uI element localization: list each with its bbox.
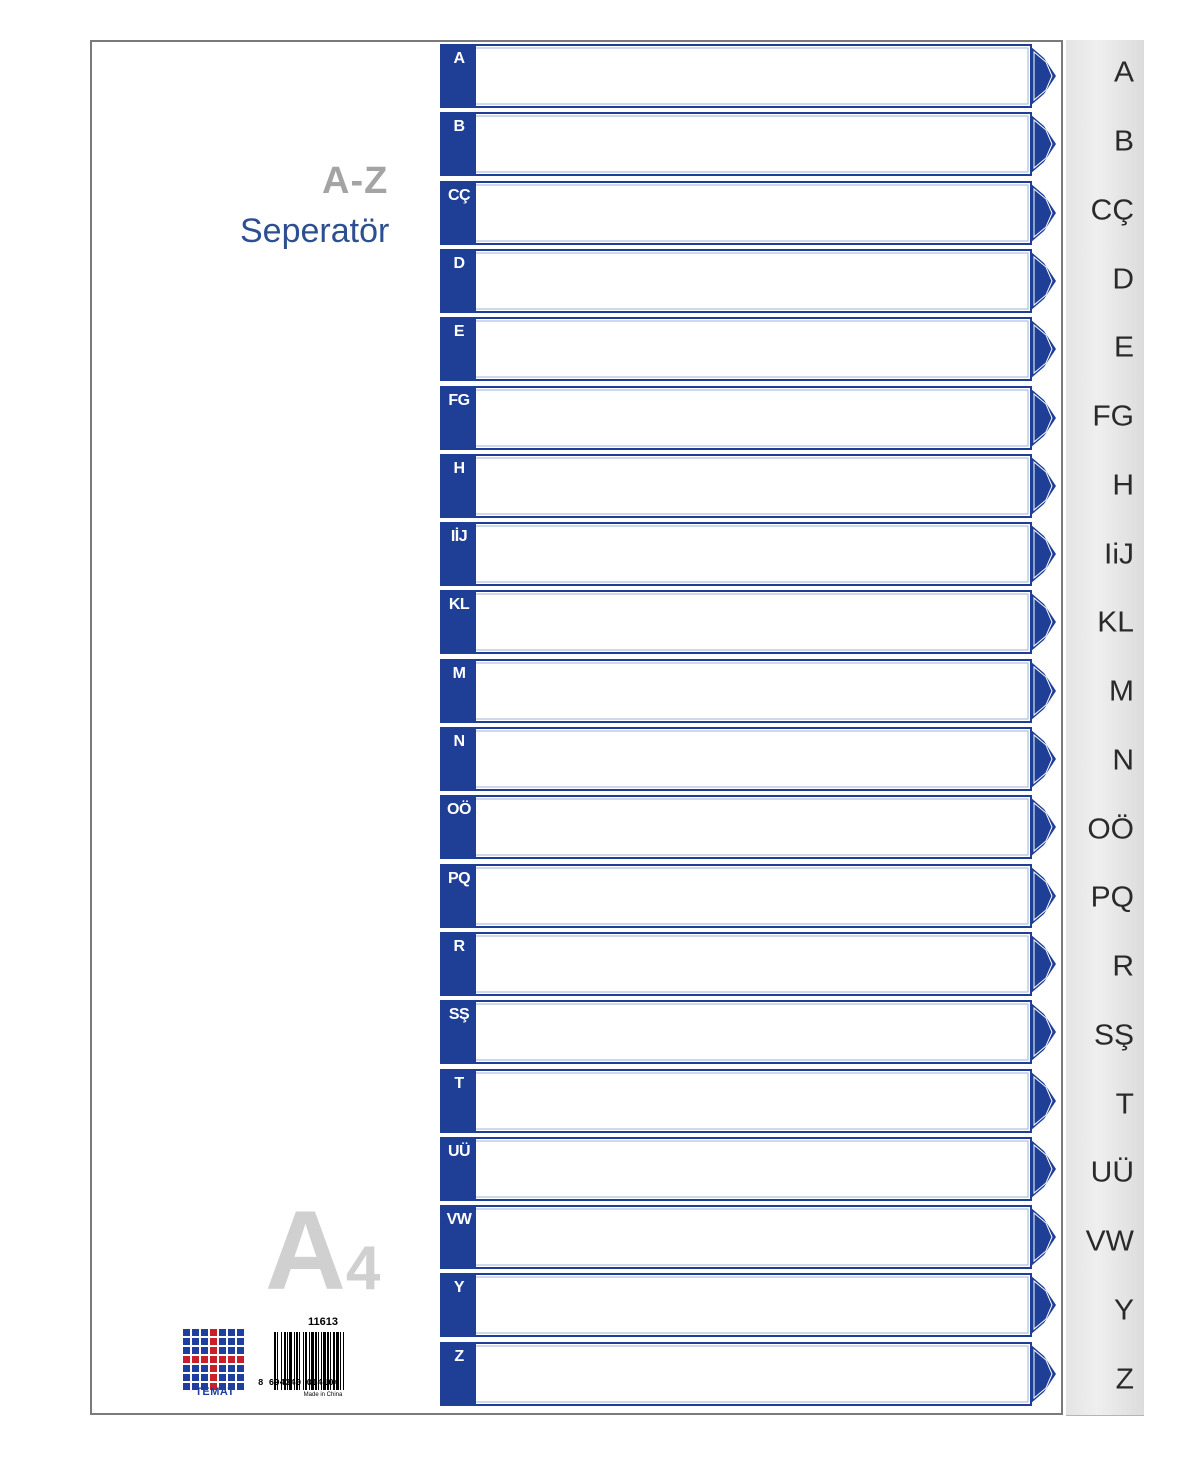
divider-label: CÇ [447, 186, 471, 204]
side-tab[interactable] [1066, 1346, 1144, 1416]
side-tab[interactable] [1066, 109, 1144, 179]
side-tab-label: Z [1115, 1363, 1134, 1395]
side-tab[interactable] [1066, 1071, 1144, 1141]
divider-label: T [454, 1074, 464, 1092]
divider-row[interactable] [440, 522, 1060, 586]
divider-write-area[interactable] [478, 594, 1030, 650]
divider-label: VW [446, 1211, 472, 1229]
side-tab-label: T [1115, 1088, 1134, 1120]
divider-write-area[interactable] [478, 390, 1030, 446]
divider-write-area[interactable] [478, 458, 1030, 514]
divider-label: M [452, 664, 466, 682]
barcode-block [258, 1316, 388, 1406]
side-tab[interactable] [1066, 178, 1144, 248]
side-tab[interactable] [1066, 728, 1144, 798]
divider-row[interactable] [440, 590, 1060, 654]
divider-row[interactable] [440, 1205, 1060, 1269]
divider-label: B [453, 118, 465, 136]
side-tab[interactable] [1066, 934, 1144, 1004]
side-tab-label: M [1109, 675, 1134, 708]
divider-write-area[interactable] [478, 1141, 1030, 1197]
side-tab-label: A [1113, 57, 1134, 89]
side-tab[interactable] [1066, 521, 1144, 591]
side-tab-label: PQ [1090, 882, 1134, 914]
divider-row[interactable] [440, 795, 1060, 859]
origin-text: Made in China [303, 1392, 343, 1398]
divider-label: R [453, 937, 465, 955]
divider-write-area[interactable] [478, 663, 1030, 719]
divider-label: E [453, 323, 465, 341]
paper-size-number: 4 [345, 1234, 381, 1303]
divider-label: Z [454, 1347, 464, 1365]
divider-row[interactable] [440, 1069, 1060, 1133]
paper-size-mark [265, 1188, 381, 1313]
side-tab[interactable] [1066, 590, 1144, 660]
side-tab[interactable] [1066, 246, 1144, 316]
divider-label: IİJ [450, 528, 468, 546]
divider-label: H [453, 459, 465, 477]
divider-write-area[interactable] [478, 1209, 1030, 1265]
divider-row[interactable] [440, 1342, 1060, 1406]
side-tab-label: Y [1113, 1294, 1134, 1327]
side-tab-label: IiJ [1104, 538, 1134, 570]
product-title: Seperatör [240, 212, 390, 250]
side-tab[interactable] [1066, 659, 1144, 729]
divider-write-area[interactable] [478, 48, 1030, 104]
divider-write-area[interactable] [478, 799, 1030, 855]
divider-row[interactable] [440, 454, 1060, 518]
side-tab[interactable] [1066, 796, 1144, 866]
divider-row[interactable] [440, 932, 1060, 996]
divider-row[interactable] [440, 1273, 1060, 1337]
divider-label: FG [448, 391, 470, 409]
barcode-number: 8 694340 014104 [258, 1378, 340, 1388]
side-tab[interactable] [1066, 1209, 1144, 1279]
side-tab-label: D [1112, 263, 1134, 295]
paper-size-letter: A [265, 1188, 346, 1313]
range-title: A-Z [322, 160, 389, 202]
side-tab-label: E [1113, 332, 1134, 364]
brand-name: TEMAT [195, 1386, 235, 1398]
divider-row[interactable] [440, 727, 1060, 791]
side-tab-label: R [1112, 950, 1134, 983]
divider-row[interactable] [440, 386, 1060, 450]
divider-label: SŞ [448, 1006, 470, 1024]
side-tab-label: N [1112, 744, 1134, 777]
divider-row[interactable] [440, 44, 1060, 108]
divider-write-area[interactable] [478, 116, 1030, 172]
side-tab-label: CÇ [1090, 194, 1134, 227]
divider-label: KL [448, 596, 470, 614]
divider-row[interactable] [440, 1137, 1060, 1201]
side-tab-label: KL [1097, 607, 1134, 639]
side-tab-label: B [1113, 125, 1134, 158]
divider-row[interactable] [440, 864, 1060, 928]
side-tab[interactable] [1066, 40, 1144, 110]
divider-write-area[interactable] [478, 253, 1030, 309]
divider-write-area[interactable] [478, 1004, 1030, 1060]
divider-write-area[interactable] [478, 526, 1030, 582]
side-tab-label: UÜ [1090, 1157, 1134, 1189]
side-tab-strip [1066, 40, 1148, 1415]
divider-write-area[interactable] [478, 731, 1030, 787]
side-tab[interactable] [1066, 865, 1144, 935]
side-tab-label: SŞ [1093, 1019, 1134, 1052]
side-tab[interactable] [1066, 1278, 1144, 1348]
divider-write-area[interactable] [478, 868, 1030, 924]
side-tab-label: FG [1092, 400, 1134, 433]
divider-row[interactable] [440, 112, 1060, 176]
divider-label: N [453, 733, 465, 750]
divider-row[interactable] [440, 181, 1060, 245]
divider-label: A [453, 50, 465, 67]
divider-label: Y [453, 1279, 465, 1297]
divider-write-area[interactable] [478, 936, 1030, 992]
divider-write-area[interactable] [478, 1277, 1030, 1333]
divider-row[interactable] [440, 1000, 1060, 1064]
divider-row[interactable] [440, 659, 1060, 723]
divider-label: OÖ [447, 801, 471, 819]
divider-write-area[interactable] [478, 185, 1030, 241]
side-tab-label: OÖ [1087, 813, 1134, 845]
divider-write-area[interactable] [478, 1073, 1030, 1129]
side-tab[interactable] [1066, 315, 1144, 385]
divider-label: PQ [447, 869, 471, 887]
divider-row[interactable] [440, 249, 1060, 313]
divider-label: D [453, 254, 465, 272]
side-tab[interactable] [1066, 1003, 1144, 1073]
side-tab-label: VW [1085, 1225, 1134, 1258]
product-code: 11613 [308, 1316, 338, 1328]
divider-label: UÜ [447, 1142, 471, 1160]
side-tab[interactable] [1066, 384, 1144, 454]
divider-write-area[interactable] [478, 321, 1030, 377]
divider-row[interactable] [440, 317, 1060, 381]
divider-write-area[interactable] [478, 1346, 1030, 1402]
side-tab[interactable] [1066, 1140, 1144, 1210]
side-tab-label: H [1112, 469, 1134, 502]
side-tab[interactable] [1066, 453, 1144, 523]
